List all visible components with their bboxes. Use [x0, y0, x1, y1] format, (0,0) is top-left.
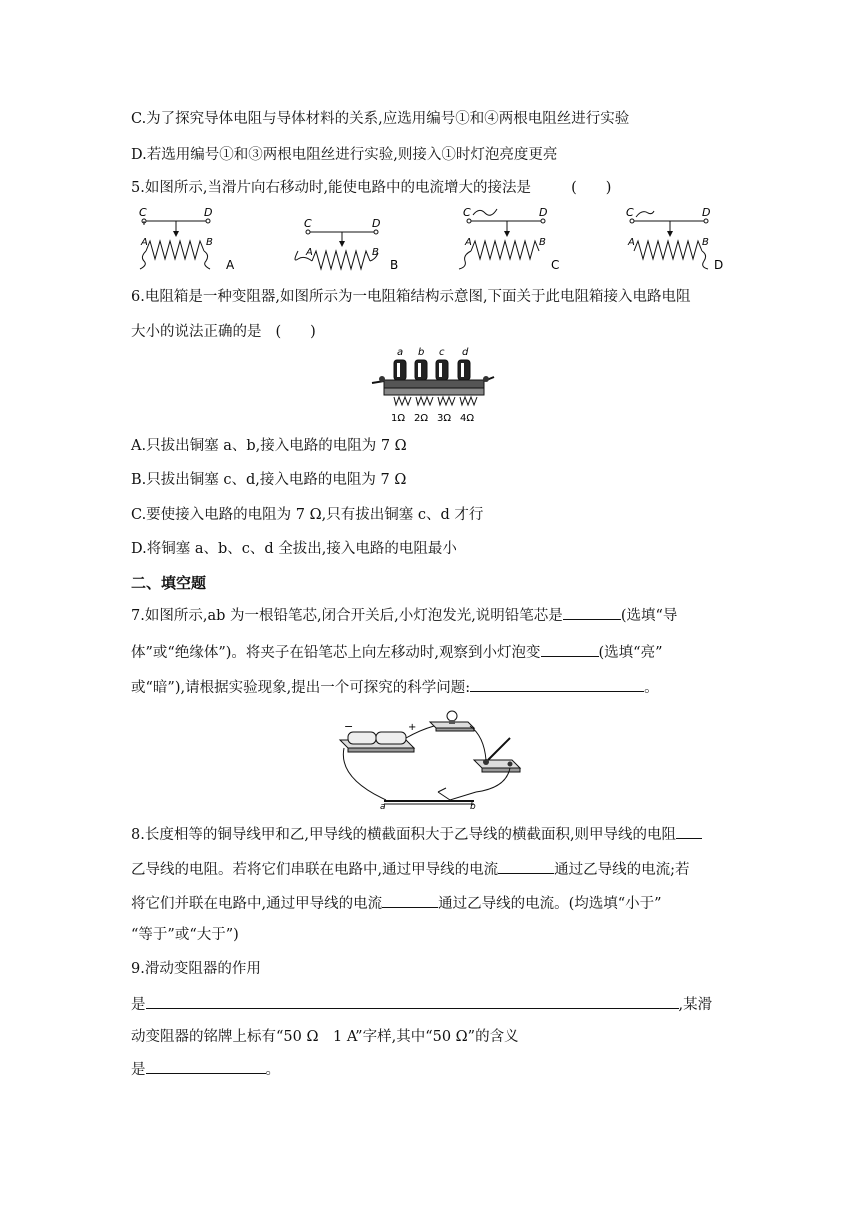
- q6-stem-line1: 6.电阻箱是一种变阻器,如图所示为一电阻箱结构示意图,下面关于此电阻箱接入电路电阻: [131, 289, 691, 305]
- q7-line1-text: 7.如图所示,ab 为一根铅笔芯,闭合开关后,小灯泡发光,说明铅笔芯是: [131, 608, 563, 624]
- q9-line4-text: 是: [131, 1062, 146, 1078]
- svg-text:B: B: [390, 258, 399, 272]
- svg-text:2Ω: 2Ω: [414, 413, 429, 424]
- svg-text:b: b: [418, 347, 425, 358]
- q6-stem-text: 大小的说法正确的是: [131, 324, 262, 340]
- section-heading-fill-blank: 二、填空题: [131, 574, 207, 592]
- q8-line3-tail: 通过乙导线的电流。(均选填“小于”: [438, 896, 662, 912]
- svg-text:c: c: [439, 347, 445, 358]
- q7-blank-1[interactable]: [563, 605, 621, 620]
- q9-line2-text: 是: [131, 997, 146, 1013]
- q7-line3-text: 或“暗”),请根据实验现象,提出一个可探究的科学问题:: [131, 680, 471, 696]
- svg-text:A: A: [226, 258, 235, 272]
- q9-line1: 9.滑动变阻器的作用: [131, 961, 261, 977]
- svg-text:C: C: [551, 258, 560, 272]
- q7-line3-tail: 。: [644, 680, 659, 696]
- q6-option-c: C.要使接入电路的电阻为 7 Ω,只有拔出铜塞 c、d 才行: [131, 507, 484, 523]
- q7-blank-2[interactable]: [541, 642, 599, 657]
- q4-option-c: C.为了探究导体电阻与导体材料的关系,应选用编号①和④两根电阻丝进行实验: [131, 111, 630, 127]
- q5-option-a-diagram: [136, 203, 240, 275]
- svg-text:a: a: [380, 802, 386, 810]
- svg-text:C: C: [304, 217, 312, 230]
- svg-text:D: D: [372, 217, 381, 230]
- svg-text:d: d: [462, 347, 469, 358]
- q8-line4: “等于”或“大于”): [131, 927, 239, 943]
- svg-text:B: B: [702, 237, 709, 248]
- svg-text:B: B: [206, 237, 213, 248]
- q7-line1-tail: (选填“导: [620, 608, 678, 624]
- svg-text:b: b: [470, 802, 476, 810]
- q6-option-d: D.将铜塞 a、b、c、d 全拔出,接入电路的电阻最小: [131, 541, 457, 557]
- q4-option-d: D.若选用编号①和③两根电阻丝进行实验,则接入①时灯泡亮度更亮: [131, 147, 558, 163]
- q8-line2-tail: 通过乙导线的电流;若: [554, 862, 690, 878]
- q9-line3: 动变阻器的铭牌上标有“50 Ω 1 A”字样,其中“50 Ω”的含义: [131, 1029, 519, 1045]
- svg-text:3Ω: 3Ω: [437, 413, 452, 424]
- q6-stem-line2: [131, 322, 316, 342]
- q8-blank-1[interactable]: [676, 824, 702, 839]
- q8-line2: [131, 859, 690, 880]
- q7-line3: [131, 677, 659, 698]
- svg-text:a: a: [397, 347, 404, 358]
- svg-text:1Ω: 1Ω: [391, 413, 406, 424]
- q5-option-d-diagram: [618, 203, 728, 277]
- q9-line2: [131, 994, 712, 1015]
- svg-text:+: +: [408, 722, 417, 733]
- svg-text:B: B: [539, 237, 546, 248]
- q7-line1: [131, 605, 677, 626]
- resistance-box-diagram: [366, 343, 496, 428]
- q5-stem-text: 5.如图所示,当滑片向右移动时,能使电路中的电流增大的接法是: [131, 180, 532, 196]
- q9-line4-tail: 。: [265, 1062, 280, 1078]
- svg-text:4Ω: 4Ω: [460, 413, 475, 424]
- svg-text:A: A: [628, 237, 635, 248]
- q9-line4: [131, 1059, 280, 1080]
- q8-blank-2[interactable]: [498, 859, 554, 874]
- svg-text:C: C: [139, 206, 147, 219]
- q6-option-b: B.只拔出铜塞 c、d,接入电路的电阻为 7 Ω: [131, 472, 407, 488]
- q7-line2-text: 体”或“绝缘体”)。将夹子在铅笔芯上向左移动时,观察到小灯泡变: [131, 645, 541, 661]
- q5-stem: [131, 178, 611, 198]
- pencil-lead-circuit-diagram: [334, 708, 530, 810]
- q8-line2-text: 乙导线的电阻。若将它们串联在电路中,通过甲导线的电流: [131, 862, 499, 878]
- svg-text:D: D: [702, 206, 711, 219]
- q8-line3: [131, 893, 662, 914]
- q5-option-c-diagram: [455, 203, 565, 277]
- q9-line2-tail: ,某滑: [678, 997, 713, 1013]
- q8-blank-3[interactable]: [382, 893, 438, 908]
- q7-line2: [131, 642, 663, 663]
- svg-text:A: A: [465, 237, 472, 248]
- q9-blank-1[interactable]: [146, 994, 679, 1009]
- q6-option-a: A.只拔出铜塞 a、b,接入电路的电阻为 7 Ω: [131, 438, 407, 454]
- q7-line2-tail: (选填“亮”: [598, 645, 663, 661]
- q8-line1: [131, 824, 702, 845]
- svg-text:C: C: [463, 206, 471, 219]
- svg-text:−: −: [344, 720, 354, 733]
- svg-text:B: B: [372, 247, 379, 258]
- svg-text:A: A: [141, 237, 148, 248]
- q9-blank-2[interactable]: [146, 1059, 266, 1074]
- q5-option-b-diagram: [292, 215, 408, 277]
- q6-answer-paren: ( ): [275, 324, 316, 340]
- q8-line1-text: 8.长度相等的铜导线甲和乙,甲导线的横截面积大于乙导线的横截面积,则甲导线的电阻: [131, 827, 677, 843]
- svg-text:C: C: [626, 206, 634, 219]
- svg-text:A: A: [306, 247, 313, 258]
- svg-text:D: D: [204, 206, 213, 219]
- q5-answer-paren: ( ): [571, 180, 612, 196]
- q7-blank-3[interactable]: [470, 677, 644, 692]
- svg-text:D: D: [539, 206, 548, 219]
- svg-text:D: D: [714, 258, 724, 272]
- q8-line3-text: 将它们并联在电路中,通过甲导线的电流: [131, 896, 383, 912]
